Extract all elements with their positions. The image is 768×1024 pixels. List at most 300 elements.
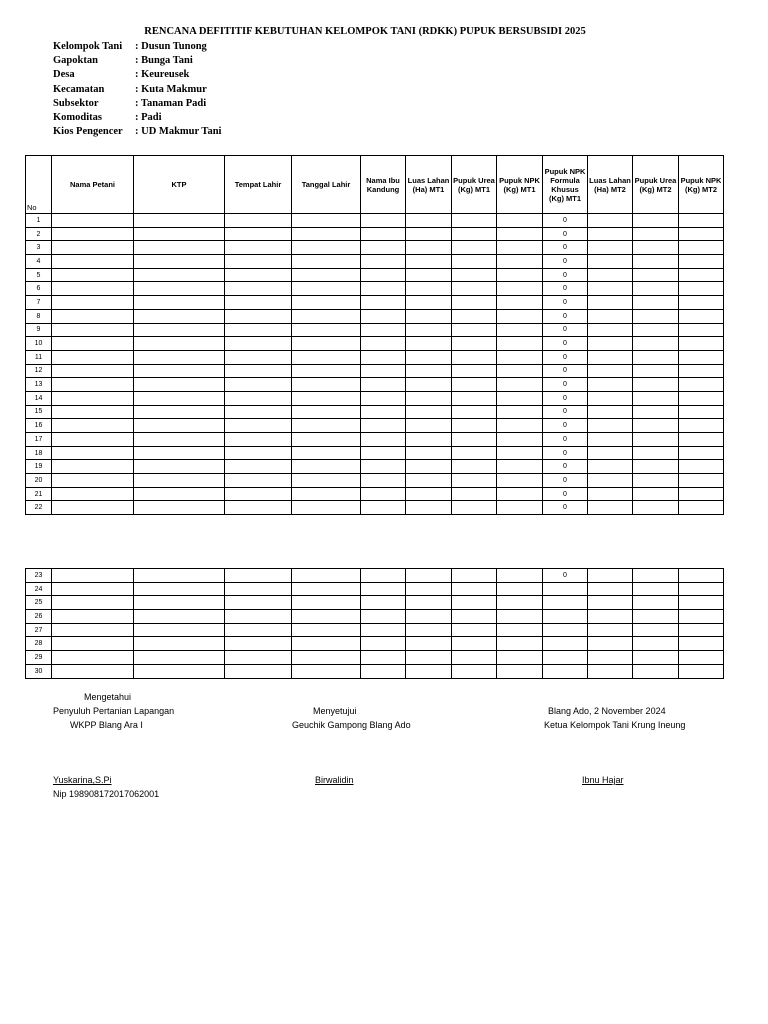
table-cell (452, 637, 497, 651)
row-number: 20 (26, 474, 52, 488)
npk-khusus-mt1-cell: 0 (543, 350, 588, 364)
table-cell (497, 582, 543, 596)
npk-khusus-mt1-cell: 0 (543, 323, 588, 337)
table-cell (52, 569, 134, 583)
row-number: 18 (26, 446, 52, 460)
table-row (26, 582, 724, 596)
row-number: 21 (26, 487, 52, 501)
table-cell (633, 610, 679, 624)
table-cell (633, 460, 679, 474)
table-cell (225, 569, 292, 583)
row-number: 3 (26, 241, 52, 255)
table-cell (52, 610, 134, 624)
table-cell (292, 651, 361, 665)
table-cell (633, 214, 679, 228)
table-cell (406, 610, 452, 624)
table-cell (134, 391, 225, 405)
table-cell (52, 596, 134, 610)
table-cell (452, 623, 497, 637)
table-cell (52, 323, 134, 337)
table-cell (52, 405, 134, 419)
table-cell (633, 569, 679, 583)
table-cell (497, 282, 543, 296)
table-cell (361, 569, 406, 583)
table-cell (497, 337, 543, 351)
table-cell (134, 419, 225, 433)
table-cell (633, 433, 679, 447)
table-cell (361, 255, 406, 269)
table-cell (361, 268, 406, 282)
header-ktp: KTP (134, 156, 225, 214)
table-cell (52, 623, 134, 637)
table-cell (679, 309, 724, 323)
table-cell (134, 623, 225, 637)
table-cell (361, 487, 406, 501)
table-cell (406, 391, 452, 405)
table-row (26, 433, 724, 447)
table-cell (225, 350, 292, 364)
table-cell (52, 446, 134, 460)
table-cell (406, 623, 452, 637)
table-cell (497, 664, 543, 678)
info-row (53, 40, 221, 54)
row-number: 28 (26, 637, 52, 651)
table-cell (633, 582, 679, 596)
npk-khusus-mt1-cell: 0 (543, 391, 588, 405)
row-number: 24 (26, 582, 52, 596)
table-cell (633, 623, 679, 637)
table-cell (292, 350, 361, 364)
table-cell (497, 241, 543, 255)
table-cell (406, 651, 452, 665)
table-cell (497, 364, 543, 378)
table-cell (679, 323, 724, 337)
table-cell (452, 460, 497, 474)
row-number: 6 (26, 282, 52, 296)
table-cell (588, 487, 633, 501)
table-cell (361, 623, 406, 637)
table-cell (588, 268, 633, 282)
table-cell (361, 433, 406, 447)
table-cell (52, 433, 134, 447)
table-row (26, 337, 724, 351)
table-cell (497, 474, 543, 488)
table-cell (633, 391, 679, 405)
table-cell (452, 282, 497, 296)
table-cell (52, 268, 134, 282)
table-row (26, 296, 724, 310)
info-label: Kelompok Tani (53, 41, 123, 52)
table-cell (452, 446, 497, 460)
table-cell (588, 337, 633, 351)
row-number: 29 (26, 651, 52, 665)
table-cell (406, 433, 452, 447)
table-cell (497, 378, 543, 392)
table-cell (633, 268, 679, 282)
header-npk-mt1: Pupuk NPK (Kg) MT1 (497, 156, 543, 214)
npk-khusus-mt1-cell (543, 623, 588, 637)
table-cell (497, 501, 543, 515)
table-cell (361, 446, 406, 460)
table-cell (588, 474, 633, 488)
table-cell (361, 596, 406, 610)
table-cell (225, 623, 292, 637)
table-cell (679, 637, 724, 651)
table-cell (225, 268, 292, 282)
npk-khusus-mt1-cell: 0 (543, 268, 588, 282)
info-label: Desa (53, 69, 75, 81)
table-cell (52, 460, 134, 474)
info-value: : UD Makmur Tani (135, 126, 222, 138)
table-cell (52, 664, 134, 678)
table-row (26, 405, 724, 419)
table-cell (292, 474, 361, 488)
table-cell (633, 296, 679, 310)
left-signer-name: Yuskarina,S.Pi (53, 775, 112, 785)
table-cell (406, 350, 452, 364)
table-row (26, 596, 724, 610)
table-cell (497, 350, 543, 364)
header-urea-mt2: Pupuk Urea (Kg) MT2 (633, 156, 679, 214)
table-cell (406, 569, 452, 583)
npk-khusus-mt1-cell: 0 (543, 419, 588, 433)
row-number: 5 (26, 268, 52, 282)
table-cell (361, 474, 406, 488)
table-cell (52, 474, 134, 488)
table-cell (633, 309, 679, 323)
table-cell (452, 582, 497, 596)
npk-khusus-mt1-cell: 0 (543, 446, 588, 460)
table-cell (225, 460, 292, 474)
table-cell (134, 446, 225, 460)
table-cell (588, 433, 633, 447)
table-cell (292, 623, 361, 637)
table-cell (588, 460, 633, 474)
table-cell (452, 214, 497, 228)
table-cell (679, 446, 724, 460)
table-cell (633, 255, 679, 269)
row-number: 13 (26, 378, 52, 392)
npk-khusus-mt1-cell (543, 664, 588, 678)
table-cell (497, 405, 543, 419)
table-cell (361, 337, 406, 351)
header-tanggal-lahir: Tanggal Lahir (292, 156, 361, 214)
table-cell (292, 282, 361, 296)
table-cell (225, 405, 292, 419)
table-cell (361, 378, 406, 392)
row-number: 19 (26, 460, 52, 474)
npk-khusus-mt1-cell (543, 596, 588, 610)
table-cell (361, 651, 406, 665)
table-cell (134, 282, 225, 296)
table-cell (588, 241, 633, 255)
table-cell (361, 419, 406, 433)
table-cell (52, 296, 134, 310)
table-row (26, 651, 724, 665)
table-cell (292, 405, 361, 419)
table-cell (452, 501, 497, 515)
table-cell (497, 255, 543, 269)
table-row (26, 501, 724, 515)
table-cell (497, 610, 543, 624)
table-cell (497, 214, 543, 228)
table-cell (679, 364, 724, 378)
table-cell (292, 227, 361, 241)
table-row (26, 569, 724, 583)
header-no: No (26, 156, 52, 214)
row-number: 14 (26, 391, 52, 405)
info-label: Subsektor (53, 97, 99, 109)
table-cell (406, 323, 452, 337)
row-number: 2 (26, 227, 52, 241)
table-row (26, 487, 724, 501)
table-cell (225, 610, 292, 624)
table-cell (292, 419, 361, 433)
left-sig-line3: WKPP Blang Ara I (70, 720, 143, 730)
info-value: : Kuta Makmur (135, 83, 207, 95)
table-cell (497, 596, 543, 610)
left-signer-nip: Nip 198908172017062001 (53, 789, 160, 799)
table-cell (679, 337, 724, 351)
table-cell (497, 460, 543, 474)
table-cell (406, 460, 452, 474)
table-cell (292, 364, 361, 378)
table-cell (52, 419, 134, 433)
npk-khusus-mt1-cell: 0 (543, 405, 588, 419)
table-cell (361, 364, 406, 378)
npk-khusus-mt1-cell: 0 (543, 296, 588, 310)
table-cell (497, 296, 543, 310)
table-cell (452, 255, 497, 269)
table-cell (406, 227, 452, 241)
table-cell (452, 337, 497, 351)
table-cell (52, 241, 134, 255)
table-cell (497, 309, 543, 323)
npk-khusus-mt1-cell: 0 (543, 378, 588, 392)
table-cell (497, 446, 543, 460)
table-cell (588, 323, 633, 337)
table-cell (679, 610, 724, 624)
npk-khusus-mt1-cell: 0 (543, 282, 588, 296)
table-cell (292, 446, 361, 460)
table-cell (452, 227, 497, 241)
table-cell (225, 214, 292, 228)
header-nama-petani: Nama Petani (52, 156, 134, 214)
npk-khusus-mt1-cell (543, 610, 588, 624)
table-cell (361, 664, 406, 678)
table-cell (679, 664, 724, 678)
table-cell (134, 214, 225, 228)
table-cell (588, 405, 633, 419)
npk-khusus-mt1-cell (543, 582, 588, 596)
table-cell (679, 350, 724, 364)
table-cell (361, 637, 406, 651)
table-cell (225, 241, 292, 255)
table-row (26, 419, 724, 433)
table-cell (406, 364, 452, 378)
table-cell (361, 391, 406, 405)
table-cell (679, 268, 724, 282)
row-number: 16 (26, 419, 52, 433)
table-cell (134, 433, 225, 447)
table-cell (588, 637, 633, 651)
table-cell (361, 241, 406, 255)
table-cell (588, 378, 633, 392)
info-label: Komoditas (53, 111, 103, 123)
info-value: : Tanaman Padi (135, 97, 207, 109)
table-row (26, 664, 724, 678)
table-cell (633, 405, 679, 419)
table-cell (497, 323, 543, 337)
table-cell (292, 309, 361, 323)
table-cell (292, 433, 361, 447)
info-row (53, 97, 221, 111)
table-cell (406, 446, 452, 460)
table-cell (633, 651, 679, 665)
table-cell (452, 664, 497, 678)
table-cell (361, 282, 406, 296)
info-row (53, 54, 221, 68)
table-cell (588, 582, 633, 596)
rdkk-table-part1 (25, 155, 724, 515)
table-cell (588, 501, 633, 515)
table-cell (292, 582, 361, 596)
table-cell (134, 474, 225, 488)
row-number: 11 (26, 350, 52, 364)
row-number: 17 (26, 433, 52, 447)
row-number: 7 (26, 296, 52, 310)
table-cell (679, 596, 724, 610)
table-cell (292, 569, 361, 583)
table-cell (633, 637, 679, 651)
table-cell (452, 268, 497, 282)
table-cell (292, 610, 361, 624)
table-cell (679, 623, 724, 637)
table-row (26, 214, 724, 228)
table-cell (588, 214, 633, 228)
table-cell (452, 309, 497, 323)
table-cell (134, 268, 225, 282)
table-cell (452, 419, 497, 433)
table-cell (633, 501, 679, 515)
table-cell (52, 364, 134, 378)
table-cell (633, 241, 679, 255)
table-cell (52, 582, 134, 596)
npk-khusus-mt1-cell: 0 (543, 433, 588, 447)
row-number: 23 (26, 569, 52, 583)
table-cell (225, 582, 292, 596)
table-cell (588, 296, 633, 310)
table-cell (633, 446, 679, 460)
npk-khusus-mt1-cell (543, 651, 588, 665)
table-cell (225, 474, 292, 488)
group-info (53, 40, 221, 139)
table-cell (679, 378, 724, 392)
table-cell (52, 227, 134, 241)
table-cell (134, 582, 225, 596)
table-cell (134, 637, 225, 651)
table-cell (497, 569, 543, 583)
npk-khusus-mt1-cell: 0 (543, 474, 588, 488)
header-npk-mt2: Pupuk NPK (Kg) MT2 (679, 156, 724, 214)
table-cell (588, 309, 633, 323)
table-cell (134, 487, 225, 501)
table-cell (452, 364, 497, 378)
table-cell (225, 446, 292, 460)
table-cell (225, 433, 292, 447)
header-urea-mt1: Pupuk Urea (Kg) MT1 (452, 156, 497, 214)
table-cell (134, 227, 225, 241)
table-cell (588, 350, 633, 364)
left-sig-line2: Penyuluh Pertanian Lapangan (53, 706, 175, 716)
table-cell (292, 664, 361, 678)
table-cell (588, 227, 633, 241)
table-cell (292, 296, 361, 310)
table-cell (292, 501, 361, 515)
npk-khusus-mt1-cell: 0 (543, 364, 588, 378)
table-cell (406, 282, 452, 296)
table-cell (134, 255, 225, 269)
table-cell (292, 460, 361, 474)
table-cell (497, 268, 543, 282)
table-cell (361, 405, 406, 419)
table-cell (225, 391, 292, 405)
table-cell (134, 309, 225, 323)
table-cell (406, 474, 452, 488)
table-cell (225, 282, 292, 296)
table-cell (225, 637, 292, 651)
table-cell (361, 350, 406, 364)
table-cell (361, 610, 406, 624)
table-cell (292, 323, 361, 337)
row-number: 9 (26, 323, 52, 337)
middle-sig-line1: Menyetujui (313, 706, 357, 716)
row-number: 1 (26, 214, 52, 228)
table-cell (52, 282, 134, 296)
table-cell (588, 391, 633, 405)
table-cell (361, 323, 406, 337)
table-cell (52, 350, 134, 364)
table-cell (292, 487, 361, 501)
table-cell (679, 405, 724, 419)
info-value: : Padi (135, 111, 162, 123)
table-row (26, 446, 724, 460)
table-cell (225, 419, 292, 433)
table-cell (679, 282, 724, 296)
table-cell (225, 309, 292, 323)
info-label: Kios Pengencer (53, 126, 123, 138)
table-cell (52, 391, 134, 405)
right-sig-place-date: Blang Ado, 2 November 2024 (548, 706, 666, 716)
table-cell (633, 227, 679, 241)
table-cell (497, 227, 543, 241)
row-number: 27 (26, 623, 52, 637)
table-cell (588, 664, 633, 678)
npk-khusus-mt1-cell: 0 (543, 487, 588, 501)
table-cell (452, 350, 497, 364)
table-cell (406, 582, 452, 596)
table-cell (134, 364, 225, 378)
table-cell (52, 255, 134, 269)
table-row (26, 255, 724, 269)
table-cell (406, 405, 452, 419)
table-cell (361, 214, 406, 228)
table-cell (406, 241, 452, 255)
table-cell (361, 582, 406, 596)
npk-khusus-mt1-cell: 0 (543, 255, 588, 269)
table-cell (52, 337, 134, 351)
table-cell (406, 419, 452, 433)
